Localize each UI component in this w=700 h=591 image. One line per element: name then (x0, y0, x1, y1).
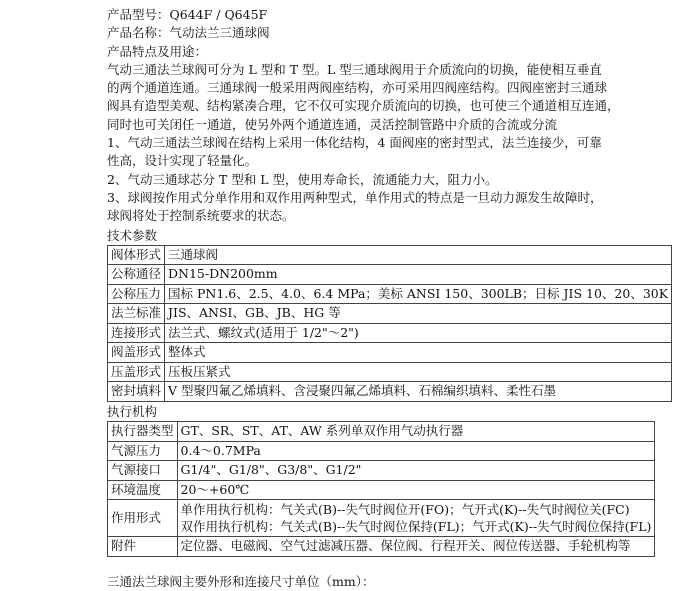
product-model: 产品型号：Q644F / Q645F (107, 7, 268, 22)
param-key: 附件 (108, 537, 178, 557)
param-value: JIS、ANSI、GB、JB、HG 等 (165, 304, 672, 324)
intro-line: 阀具有造型美观、结构紧凑合理，它不仅可实现介质流向的切换，也可使三个通道相互连通， (107, 98, 620, 114)
intro-paragraph (107, 61, 647, 226)
param-key: 公称通径 (108, 265, 165, 285)
param-value: 20～+60℃ (177, 480, 655, 500)
param-key: 气源压力 (108, 441, 178, 461)
table-row (108, 537, 655, 557)
param-key: 执行器类型 (108, 422, 178, 442)
table-row (108, 343, 672, 363)
table-row (108, 461, 655, 481)
param-value: 整体式 (165, 343, 672, 363)
param-key: 密封填料 (108, 382, 165, 402)
features-title: 产品特点及用途： (107, 43, 208, 59)
table-row (108, 422, 655, 442)
param-key: 公称压力 (108, 284, 165, 304)
table-row (108, 480, 655, 500)
table-row (108, 304, 672, 324)
table-row (108, 441, 655, 461)
table-row (108, 362, 672, 382)
param-key: 阀盖形式 (108, 343, 165, 363)
table-row (108, 245, 672, 265)
table-row (108, 284, 672, 304)
table-row (108, 500, 655, 537)
intro-line: 性高，设计实现了轻量化。 (107, 153, 258, 169)
action-double-line: 双作用执行机构：气关式(B)--失气时阀位保持(FL)；气开式(K)--失气时阀位保持(FL) (180, 519, 652, 535)
param-value: 三通球阀 (165, 245, 672, 265)
intro-line: 气动三通法兰球阀可分为 L 型和 T 型。L 型三通球阀用于介质流向的切换，能使相互垂直 (107, 61, 602, 77)
table-row (108, 323, 672, 343)
table-row (108, 265, 672, 285)
param-value: DN15-DN200mm (165, 265, 672, 285)
product-name: 产品名称：气动法兰三通球阀 (107, 25, 270, 41)
param-key: 连接形式 (108, 323, 165, 343)
intro-line: 球阀将处于控制系统要求的状态。 (107, 208, 295, 224)
tech-params-table (107, 245, 672, 402)
intro-line: 1、气动三通法兰球阀在结构上采用一体化结构，4 面阀座的密封型式，法兰连接少，可靠 (107, 135, 602, 151)
param-key: 作用形式 (108, 500, 178, 537)
param-key: 压盖形式 (108, 362, 165, 382)
param-value: 压板压紧式 (165, 362, 672, 382)
param-value: 国标 PN1.6、2.5、4.0、6.4 MPa；美标 ANSI 150、300LB；日标 JIS 10、20、30K (165, 284, 672, 304)
intro-line: 的两个通道连通。三通球阀一般采用两阀座结构，亦可采用四阀座结构。四阀座密封三通球 (107, 80, 608, 96)
param-value: G1/4"、G1/8"、G3/8"、G1/2" (177, 461, 655, 481)
document-body (107, 6, 669, 557)
param-key: 阀体形式 (108, 245, 165, 265)
dimensions-caption: 三通法兰球阀主要外形和连接尺寸单位（mm）： (107, 574, 375, 589)
param-value: 定位器、电磁阀、空气过滤减压器、保位阀、行程开关、阀位传送器、手轮机构等 (177, 537, 655, 557)
param-value: GT、SR、ST、AT、AW 系列单双作用气动执行器 (177, 422, 655, 442)
param-key: 法兰标准 (108, 304, 165, 324)
param-value: V 型聚四氟乙烯填料、含浸聚四氟乙烯填料、石棉编织填料、柔性石墨 (165, 382, 672, 402)
table-row (108, 382, 672, 402)
param-value: 法兰式、螺纹式(适用于 1/2"～2") (165, 323, 672, 343)
param-key: 气源接口 (108, 461, 178, 481)
param-value: 0.4～0.7MPa (177, 441, 655, 461)
actuator-table (107, 421, 655, 557)
tech-params-title: 技术参数 (107, 227, 158, 243)
param-value (177, 500, 655, 537)
intro-line: 2、气动三通球芯分 T 型和 L 型，使用寿命长，流通能力大，阻力小。 (107, 171, 498, 187)
intro-line: 3、球阀按作用式分单作用和双作用两种型式，单作用式的特点是一旦动力源发生故障时， (107, 189, 603, 205)
intro-line: 同时也可关闭任一通道，使另外两个通道连通，灵活控制管路中介质的合流或分流 (107, 116, 558, 132)
action-single-line: 单作用执行机构：气关式(B)--失气时阀位开(FO)；气开式(K)--失气时阀位关(FC) (180, 502, 630, 518)
param-key: 环境温度 (108, 480, 178, 500)
actuator-title: 执行机构 (107, 403, 158, 419)
